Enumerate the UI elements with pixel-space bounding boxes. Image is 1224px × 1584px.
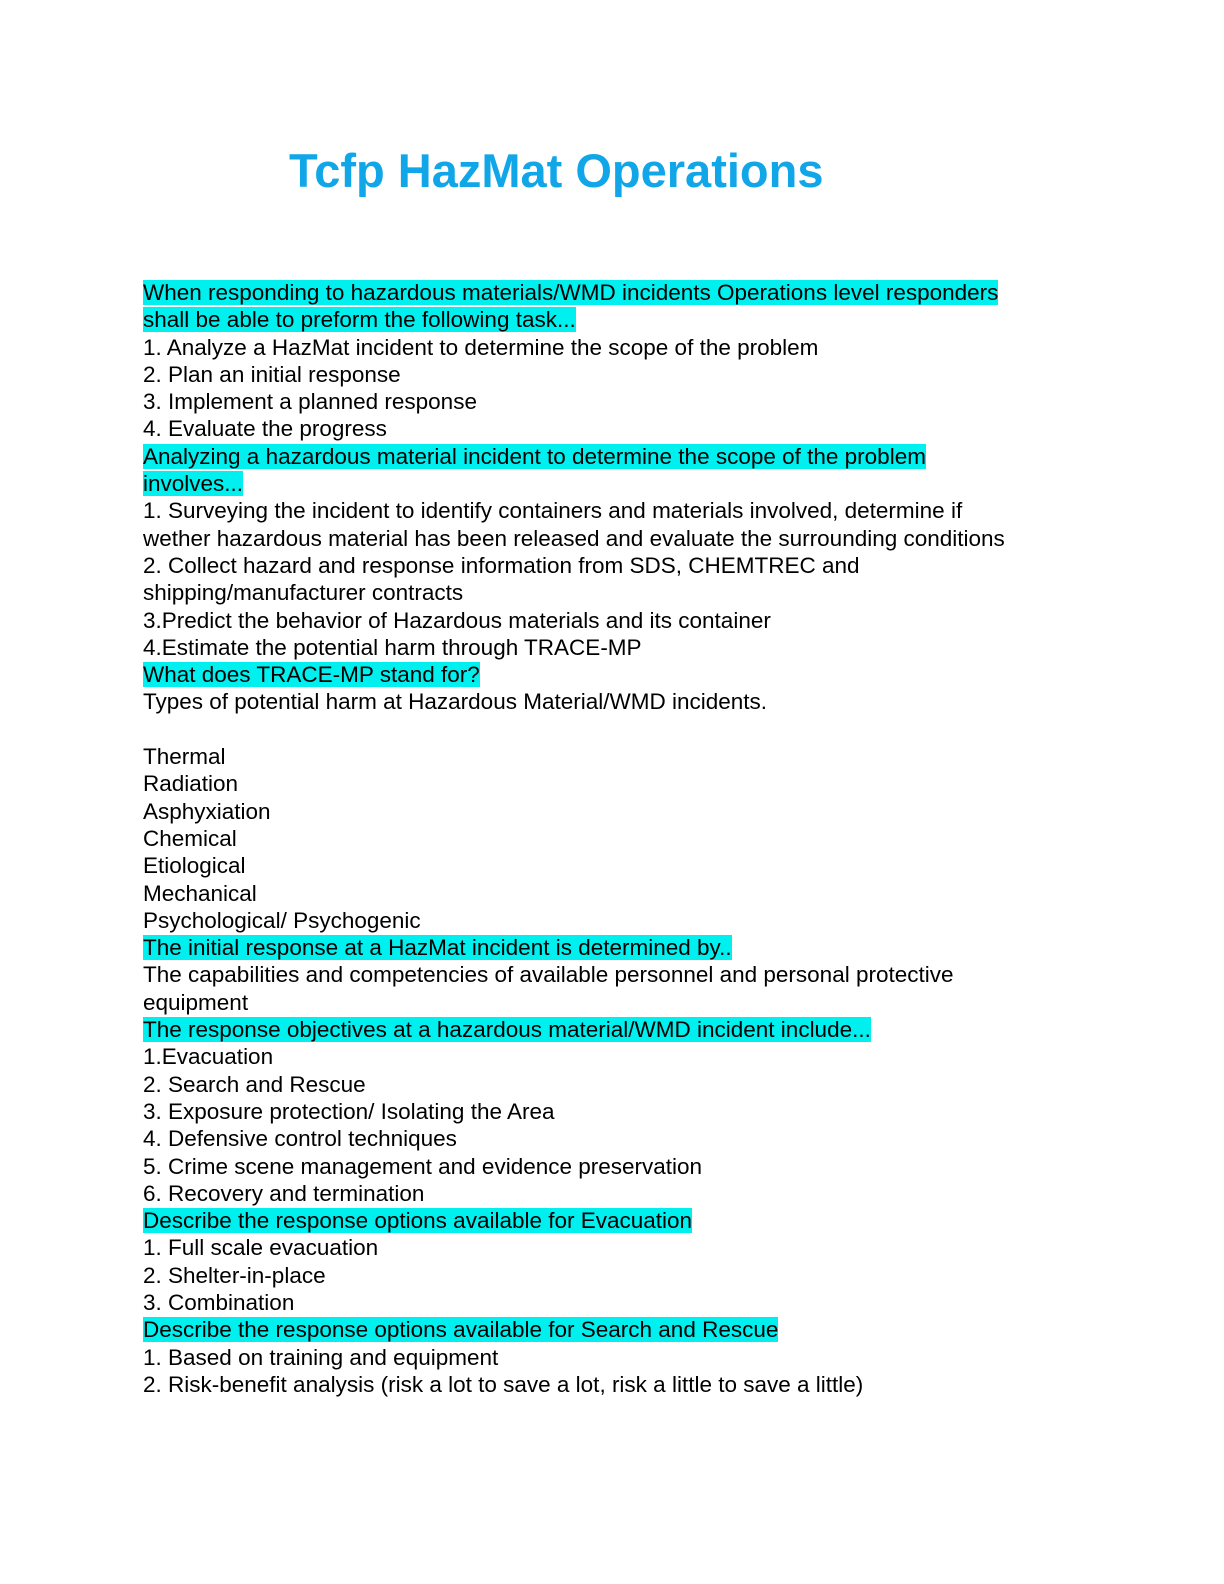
- answer-line: [143, 497, 1103, 524]
- answer-line: [143, 1071, 1103, 1098]
- line-text: 2. Shelter-in-place: [143, 1262, 326, 1288]
- line-text: Describe the response options available for Search and Rescue: [143, 1317, 779, 1343]
- line-text: 2. Risk-benefit analysis (risk a lot to save a lot, risk a little to save a little): [143, 1371, 864, 1397]
- answer-line: [143, 825, 1103, 852]
- answer-line: [143, 1043, 1103, 1070]
- line-text: 3. Exposure protection/ Isolating the Area: [143, 1098, 555, 1124]
- highlighted-question: [143, 470, 1103, 497]
- line-text: Describe the response options available for Evacuation: [143, 1208, 693, 1234]
- answer-line: [143, 907, 1103, 934]
- answer-line: [143, 743, 1103, 770]
- line-text: 1. Surveying the incident to identify containers and materials involved, determine if: [143, 498, 963, 524]
- blank-line: [143, 716, 1103, 743]
- line-text: involves...: [143, 471, 244, 497]
- answer-line: [143, 961, 1103, 988]
- line-text: Asphyxiation: [143, 798, 271, 824]
- answer-line: [143, 770, 1103, 797]
- highlighted-question: [143, 1316, 1103, 1343]
- answer-line: [143, 361, 1103, 388]
- highlighted-question: [143, 934, 1103, 961]
- line-text: 3. Combination: [143, 1289, 295, 1315]
- answer-line: [143, 634, 1103, 661]
- line-text: 2. Plan an initial response: [143, 361, 401, 387]
- answer-line: [143, 1262, 1103, 1289]
- answer-line: [143, 989, 1103, 1016]
- line-text: wether hazardous material has been released and evaluate the surrounding conditions: [143, 525, 1005, 551]
- answer-line: [143, 607, 1103, 634]
- line-text: The capabilities and competencies of available personnel and personal protective: [143, 962, 954, 988]
- answer-line: [143, 880, 1103, 907]
- line-text: Types of potential harm at Hazardous Material/WMD incidents.: [143, 689, 768, 715]
- line-text: The response objectives at a hazardous material/WMD incident include...: [143, 1017, 871, 1043]
- answer-line: [143, 1125, 1103, 1152]
- answer-line: [143, 579, 1103, 606]
- answer-line: [143, 688, 1103, 715]
- answer-line: [143, 1289, 1103, 1316]
- answer-line: [143, 415, 1103, 442]
- line-text: 2. Search and Rescue: [143, 1071, 366, 1097]
- line-text: What does TRACE-MP stand for?: [143, 662, 480, 688]
- answer-line: [143, 1180, 1103, 1207]
- answer-line: [143, 852, 1103, 879]
- line-text: 1. Analyze a HazMat incident to determine the scope of the problem: [143, 334, 819, 360]
- answer-line: [143, 552, 1103, 579]
- highlighted-question: [143, 279, 1103, 306]
- line-text: 3.Predict the behavior of Hazardous materials and its container: [143, 607, 771, 633]
- answer-line: [143, 388, 1103, 415]
- line-text: equipment: [143, 989, 249, 1015]
- line-text: shall be able to preform the following task...: [143, 307, 576, 333]
- highlighted-question: [143, 1207, 1103, 1234]
- line-text: 1. Based on training and equipment: [143, 1344, 499, 1370]
- answer-line: [143, 1098, 1103, 1125]
- line-text: Radiation: [143, 771, 239, 797]
- line-text: Psychological/ Psychogenic: [143, 907, 421, 933]
- answer-line: [143, 1153, 1103, 1180]
- document-title: Tcfp HazMat Operations: [289, 144, 824, 197]
- line-text: 1.Evacuation: [143, 1044, 274, 1070]
- highlighted-question: [143, 443, 1103, 470]
- line-text: The initial response at a HazMat incident is determined by..: [143, 935, 732, 961]
- line-text: Mechanical: [143, 880, 257, 906]
- answer-line: [143, 334, 1103, 361]
- line-text: Analyzing a hazardous material incident to determine the scope of the problem: [143, 443, 926, 469]
- answer-line: [143, 525, 1103, 552]
- answer-line: [143, 1371, 1103, 1398]
- highlighted-question: [143, 306, 1103, 333]
- line-text: 3. Implement a planned response: [143, 389, 477, 415]
- answer-line: [143, 1234, 1103, 1261]
- line-text: 6. Recovery and termination: [143, 1180, 425, 1206]
- line-text: Thermal: [143, 744, 226, 770]
- line-text: 4.Estimate the potential harm through TRACE-MP: [143, 634, 642, 660]
- line-text: 5. Crime scene management and evidence preservation: [143, 1153, 703, 1179]
- line-text: shipping/manufacturer contracts: [143, 580, 464, 606]
- highlighted-question: [143, 1016, 1103, 1043]
- line-text: 4. Defensive control techniques: [143, 1126, 457, 1152]
- line-text: Etiological: [143, 853, 246, 879]
- answer-line: [143, 1344, 1103, 1371]
- line-text: 1. Full scale evacuation: [143, 1235, 379, 1261]
- answer-line: [143, 798, 1103, 825]
- line-text: When responding to hazardous materials/WMD incidents Operations level responders: [143, 280, 999, 305]
- highlighted-question: [143, 661, 1103, 688]
- line-text: Chemical: [143, 825, 237, 851]
- line-text: 2. Collect hazard and response information from SDS, CHEMTREC and: [143, 552, 860, 578]
- document-body: [143, 279, 1103, 1398]
- line-text: 4. Evaluate the progress: [143, 416, 387, 442]
